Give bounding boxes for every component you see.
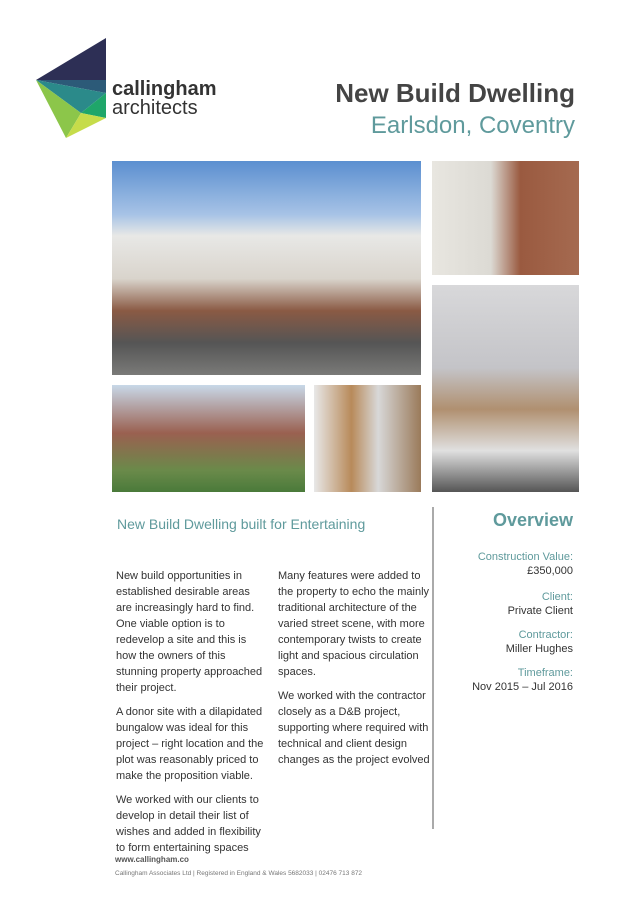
divider [432,507,434,829]
overview-value: Miller Hughes [505,643,573,655]
paragraph: Many features were added to the property to echo the mainly traditional architecture of the varied street scene, with more contemporary twists to create light and spacious circulation spaces. [278,570,430,678]
overview-item [508,590,573,618]
overview-value: £350,000 [527,565,573,577]
footer-legal: Callingham Associates Ltd | Registered in England & Wales 5682033 | 02476 713 872 [115,870,363,877]
logo-line2: architects [112,97,198,119]
paragraph: We worked with our clients to develop in detail their list of wishes and added in flexibility to form entertaining spaces [116,794,261,854]
logo-line1: callingham [112,78,217,100]
overview-label: Client: [541,591,573,603]
logo-wordmark [112,80,216,118]
overview-label: Timeframe: [517,667,573,679]
overview-label: Contractor: [518,629,573,641]
photo-house-side [432,161,579,275]
paragraph: New build opportunities in established desirable areas are increasingly hard to find. One viable option is to redevelop a site and this is how the owners of this stunning property approached their project. [116,570,263,694]
photo-house-front [112,161,421,375]
overview-item [472,666,573,694]
overview-item [506,628,573,656]
paragraph: We worked with the contractor closely as a D&B project, supporting where required with technical and client design changes as the project evolved [278,690,430,766]
callingham-logo-icon [36,38,108,140]
overview-value: Nov 2015 – Jul 2016 [472,681,573,693]
overview-value: Private Client [507,605,573,617]
photo-staircase [314,385,421,492]
article-column-1 [116,568,268,864]
overview-label: Construction Value: [477,551,573,563]
page-title: New Build Dwelling [335,78,575,108]
overview-title: Overview [492,510,573,530]
photo-house-rear [112,385,305,492]
article-heading: New Build Dwelling built for Entertaining [117,516,366,532]
website-link[interactable]: www.callingham.co [115,855,189,864]
page-subtitle: Earlsdon, Coventry [370,112,575,139]
article-column-2 [278,568,430,776]
paragraph: A donor site with a dilapidated bungalow was ideal for this project – right location and the plot was reasonably priced to make the proposition viable. [116,706,264,782]
photo-kitchen [432,285,579,492]
overview-item [478,550,573,578]
